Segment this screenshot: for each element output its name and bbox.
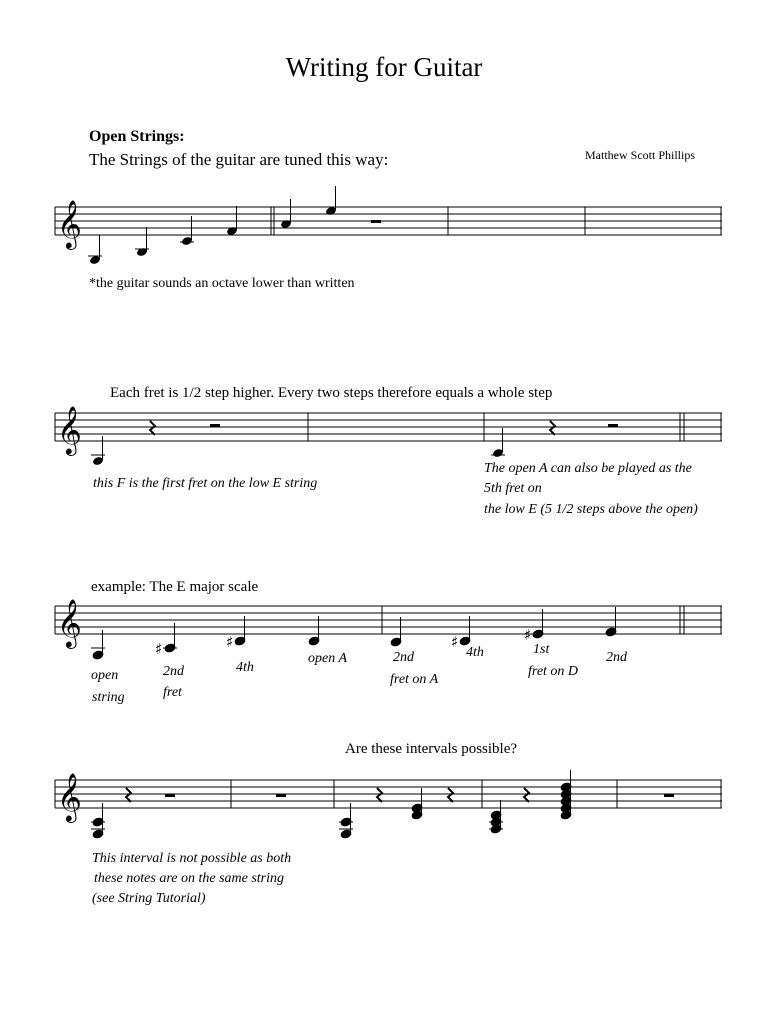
note-open-a-3: the low E (5 1/2 steps above the open) [484,502,698,517]
label-2nd: 2nd [163,664,184,679]
label-open: open [91,668,119,683]
label-fret-on-d: fret on D [528,664,579,679]
note-open-a-1: The open A can also be played as the [484,461,692,476]
label-string: string [92,690,125,705]
treble-clef-icon: 𝄞 [57,772,82,821]
label-2nd-a: 2nd [393,650,414,665]
interval-note-3: (see String Tutorial) [92,891,206,906]
quarter-rest-icon [377,788,382,802]
sharp-icon: ♯ [451,633,459,651]
quarter-rest-icon [126,788,131,802]
intro-text: The Strings of the guitar are tuned this way: [89,150,389,169]
quarter-rest-icon [524,788,529,802]
footnote: *the guitar sounds an octave lower than written [89,276,355,291]
page-title: Writing for Guitar [285,52,483,82]
label-4th-2: 4th [466,645,484,660]
note-first-fret: this F is the first fret on the low E string [93,476,318,491]
section-heading-intervals: Are these intervals possible? [345,741,518,757]
quarter-rest-icon [448,788,453,802]
sharp-icon: ♯ [524,626,532,644]
half-rest-icon [276,794,286,797]
label-2nd-d: 2nd [606,650,627,665]
section-heading-open-strings: Open Strings: [89,128,185,145]
label-4th: 4th [236,660,254,675]
label-1st: 1st [533,642,550,657]
treble-clef-icon: 𝄞 [57,405,82,454]
half-rest-icon [165,794,175,797]
label-fret: fret [163,685,182,700]
interval-note-2: these notes are on the same string [94,871,285,886]
sharp-icon: ♯ [226,633,234,651]
half-rest-icon [664,794,674,797]
treble-clef-icon: 𝄞 [57,199,82,248]
section-heading-scale: example: The E major scale [91,579,259,595]
interval-note-1: This interval is not possible as both [92,851,292,866]
label-open-a: open A [308,651,348,666]
section-heading-frets: Each fret is 1/2 step higher. Every two steps therefore equals a whole step [110,385,553,401]
sharp-icon: ♯ [155,640,163,658]
treble-clef-icon: 𝄞 [57,598,82,647]
author-name: Matthew Scott Phillips [585,148,696,162]
note-open-a-2: 5th fret on [484,481,542,496]
label-fret-on-a: fret on A [390,672,439,687]
